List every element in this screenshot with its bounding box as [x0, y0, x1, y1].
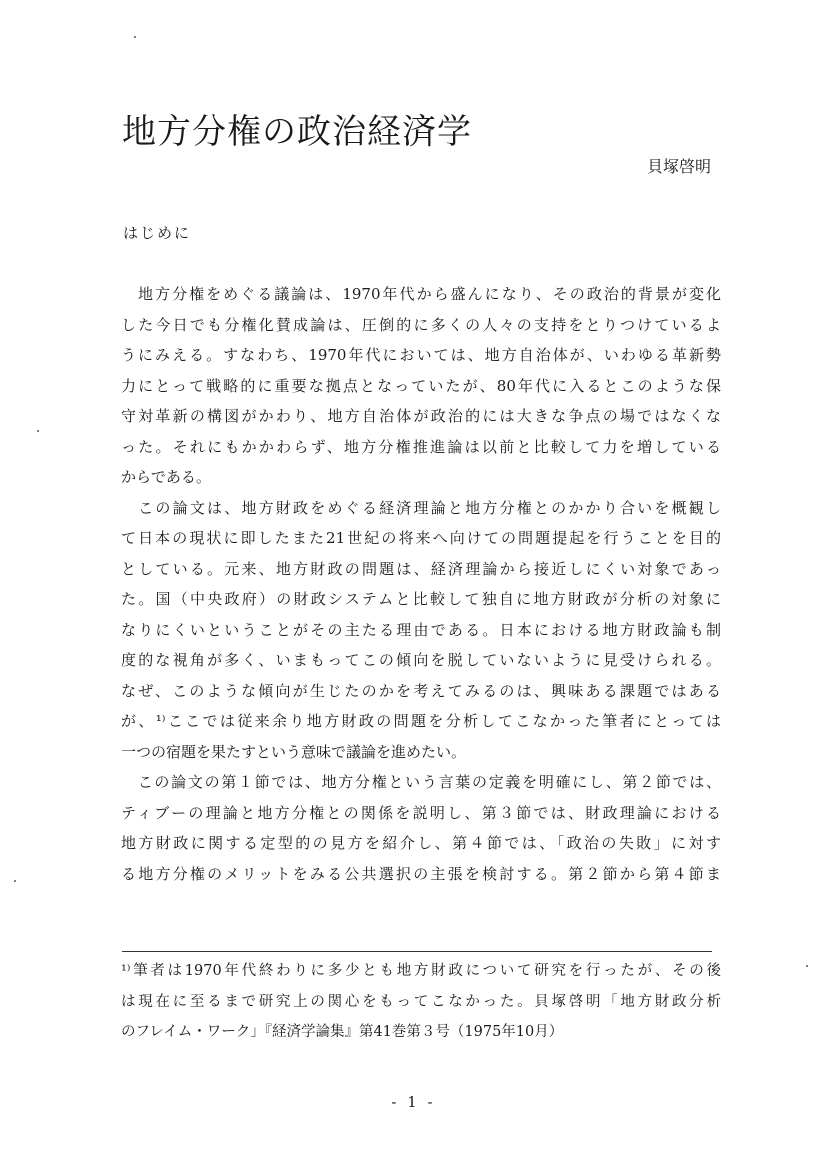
- body-line: ティブーの理論と地方分権との関係を説明し、第３節では、財政理論における: [121, 803, 721, 822]
- footnote-line: のフレイム・ワーク」『経済学論集』第41巻第３号（1975年10月）: [121, 1024, 564, 1040]
- scan-speck: [37, 430, 39, 432]
- body-line: が、¹⁾ここでは従来余り地方財政の問題を分析してこなかった筆者にとっては: [121, 712, 721, 730]
- scan-speck: [14, 880, 16, 882]
- body-line: た。国（中央政府）の財政システムと比較して独自に地方財政が分析の対象に: [121, 590, 721, 608]
- body-text: [121, 279, 721, 889]
- footnote-block: [121, 956, 721, 1048]
- body-line: うにみえる。すなわち、1970年代においては、地方自治体が、いわゆる革新勢: [121, 346, 721, 364]
- scan-speck: [134, 36, 136, 38]
- footnote-divider: [122, 951, 712, 952]
- body-line: った。それにもかかわらず、地方分権推進論は以前と比較して力を増している: [121, 437, 721, 456]
- body-line: からである。: [121, 468, 211, 486]
- body-line: 地方財政に関する定型的の見方を紹介し、第４節では、「政治の失敗」に対す: [121, 834, 721, 852]
- body-line: 力にとって戦略的に重要な拠点となっていたが、80年代に入るとこのような保: [121, 376, 721, 395]
- body-line: この論文の第１節では、地方分権という言葉の定義を明確にし、第２節では、: [121, 773, 721, 791]
- body-line: る地方分権のメリットをみる公共選択の主張を検討する。第２節から第４節ま: [121, 864, 721, 883]
- body-line: 度的な視角が多く、いまもってこの傾向を脱していないように見受けられる。: [121, 651, 721, 669]
- body-line: なりにくいということがその主たる理由である。日本における地方財政論も制: [121, 620, 721, 639]
- body-line: 地方分権をめぐる議論は、1970年代から盛んになり、その政治的背景が変化: [121, 285, 721, 303]
- body-line: て日本の現状に即したまた21世紀の将来へ向けての問題提起を行うことを目的: [121, 529, 721, 547]
- body-line: としている。元来、地方財政の問題は、経済理論から接近しにくい対象であっ: [121, 559, 721, 578]
- author-name: 貝塚啓明: [646, 157, 711, 176]
- body-line: 守対革新の構図がかわり、地方自治体が政治的には大きな争点の場ではなくな: [121, 407, 721, 425]
- scan-speck: [806, 965, 808, 967]
- body-line: なぜ、このような傾向が生じたのかを考えてみるのは、興味ある課題ではある: [121, 681, 721, 700]
- section-heading: はじめに: [123, 224, 192, 242]
- body-line: した今日でも分権化賛成論は、圧倒的に多くの人々の支持をとりつけているよ: [121, 315, 721, 334]
- page-number: - 1 -: [391, 1093, 436, 1111]
- paper-title: 地方分権の政治経済学: [122, 112, 472, 152]
- body-line: この論文は、地方財政をめぐる経済理論と地方分権とのかかり合いを概観し: [121, 498, 721, 517]
- body-line: 一つの宿題を果たすという意味で議論を進めたい。: [121, 742, 467, 761]
- footnote-line: は現在に至るまで研究上の関心をもってこなかった。貝塚啓明「地方財政分析: [121, 993, 721, 1010]
- footnote-line: ¹⁾筆者は1970年代終わりに多少とも地方財政について研究を行ったが、その後: [121, 963, 721, 979]
